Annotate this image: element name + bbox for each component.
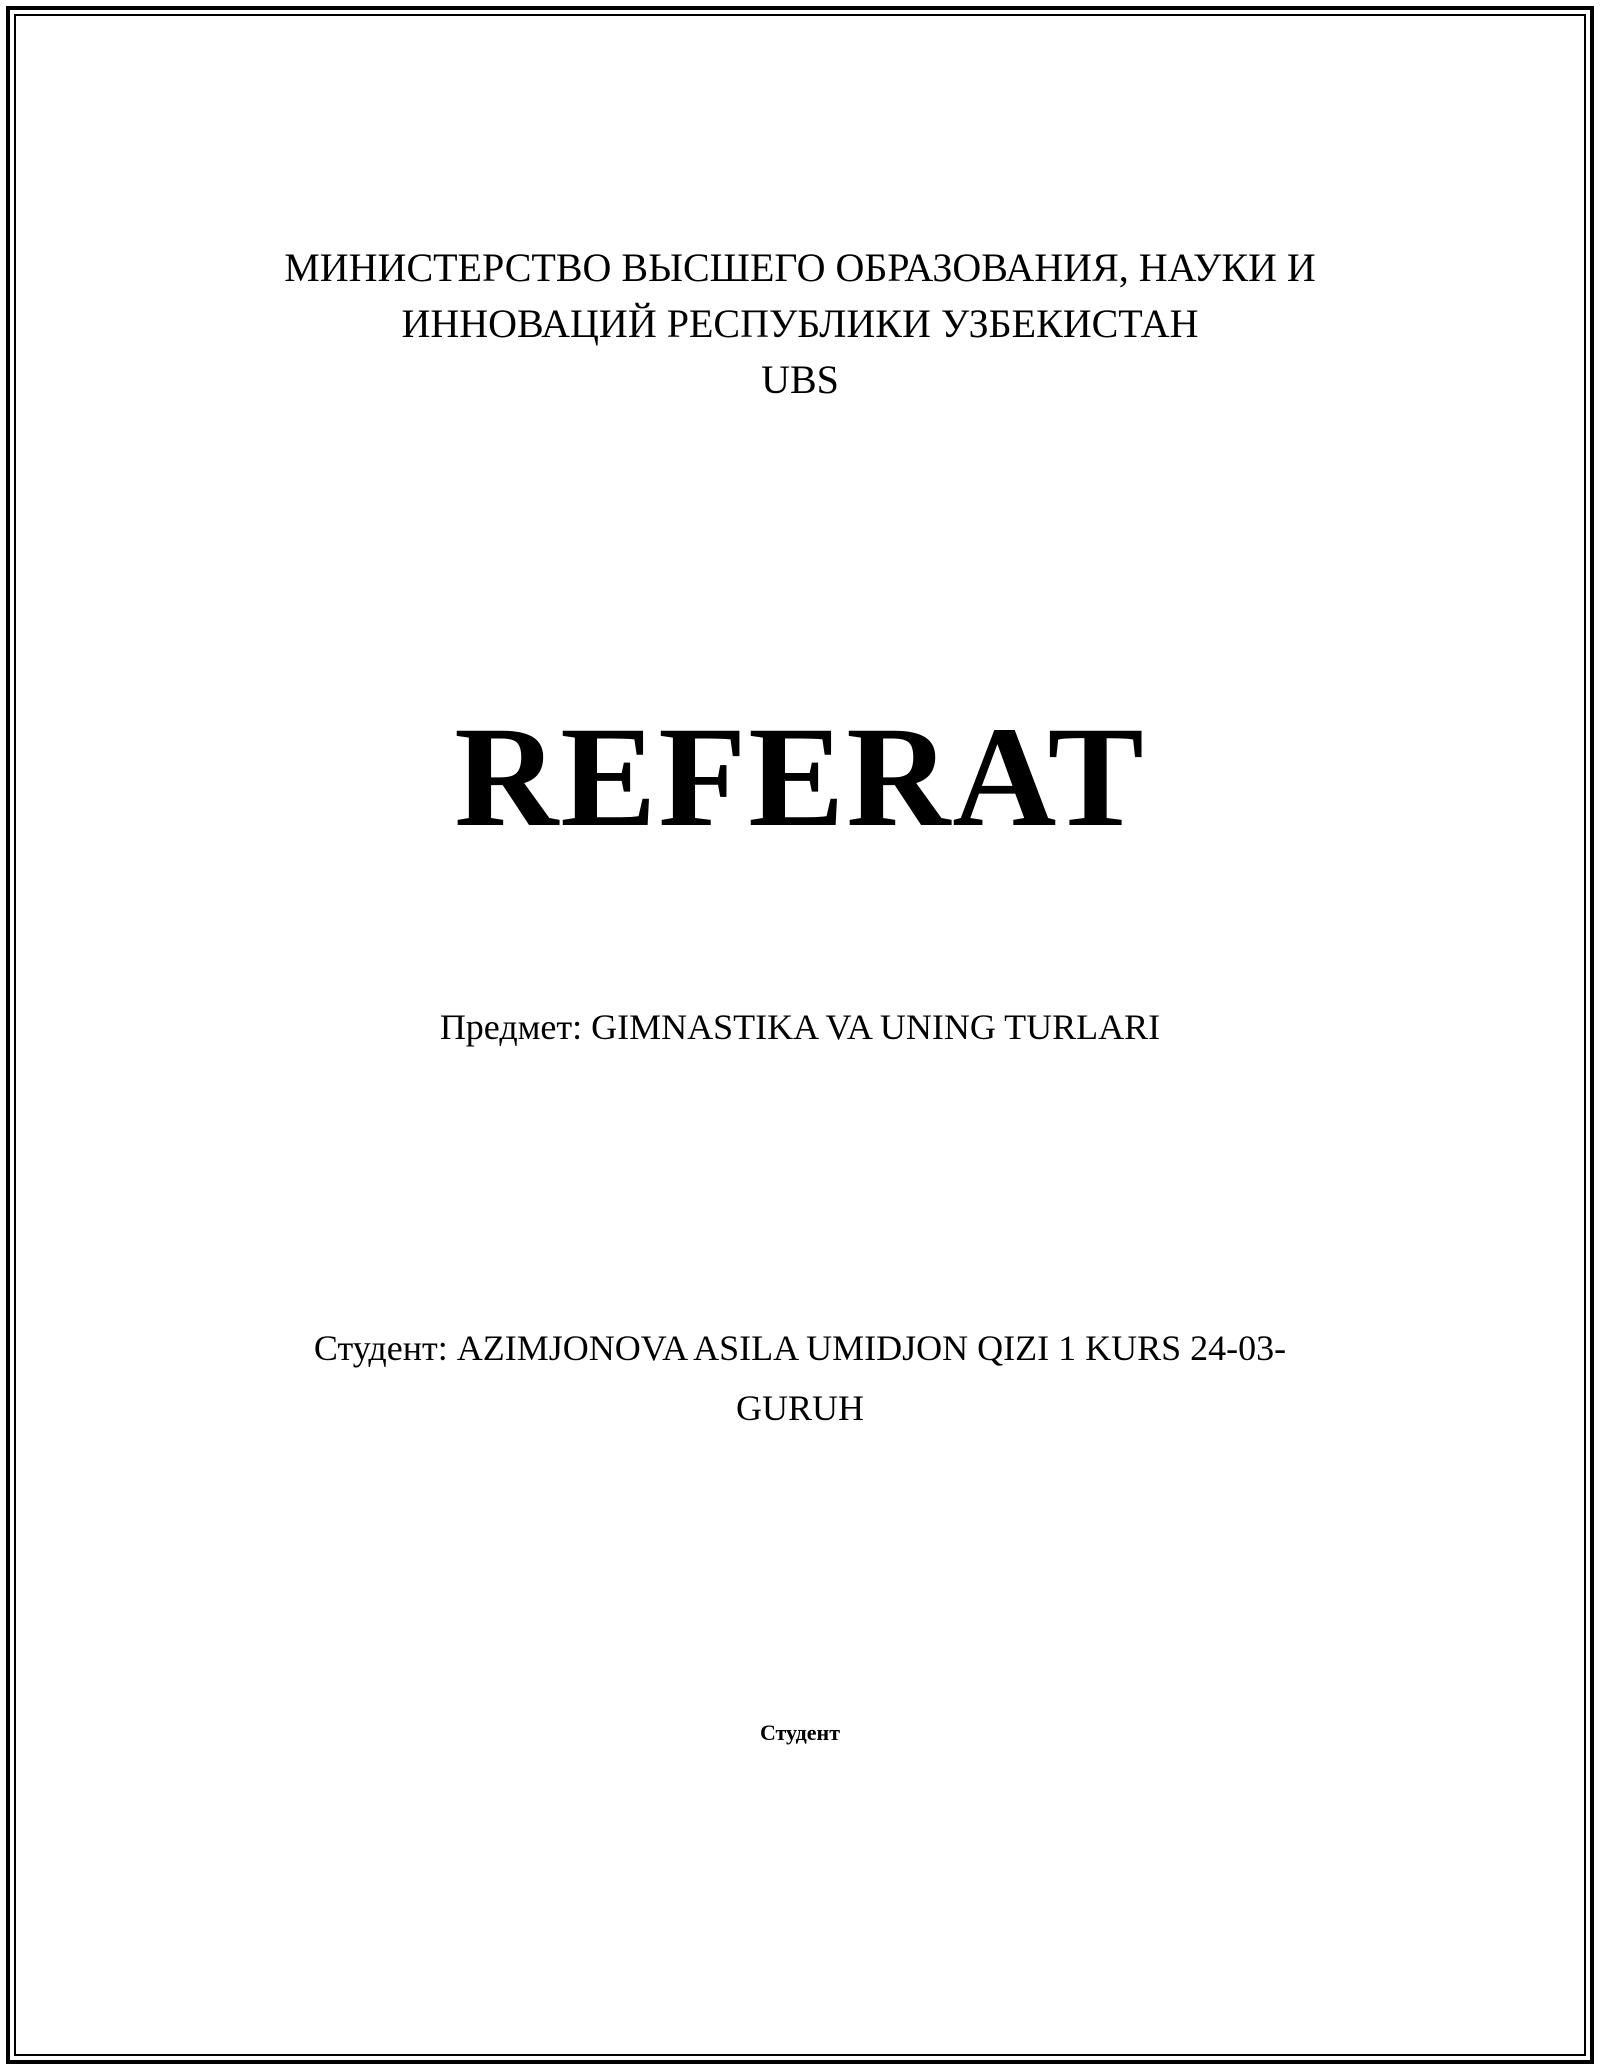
subject-value: GIMNASTIKA VA UNING TURLARI	[591, 1007, 1161, 1047]
ministry-header-line1: МИНИСТЕРСТВО ВЫСШЕГО ОБРАЗОВАНИЯ, НАУКИ И	[284, 245, 1316, 290]
subject-label: Предмет:	[439, 1007, 583, 1047]
student-label: Студент:	[313, 1328, 448, 1368]
student-info-line1	[0, 1318, 1600, 1378]
footer-student-label: Студент	[759, 1720, 841, 1745]
ministry-header-line2: ИННОВАЦИЙ РЕСПУБЛИКИ УЗБЕКИСТАН	[401, 301, 1199, 346]
subject-line	[0, 1002, 1600, 1052]
student-info	[0, 1318, 1600, 1438]
student-info-line2: GURUH	[735, 1388, 864, 1428]
institution-abbreviation: UBS	[761, 357, 839, 402]
document-title: REFERAT	[454, 698, 1146, 857]
ministry-header	[0, 240, 1600, 408]
student-name-group: AZIMJONOVA ASILA UMIDJON QIZI 1 KURS 24-03-	[456, 1328, 1287, 1368]
